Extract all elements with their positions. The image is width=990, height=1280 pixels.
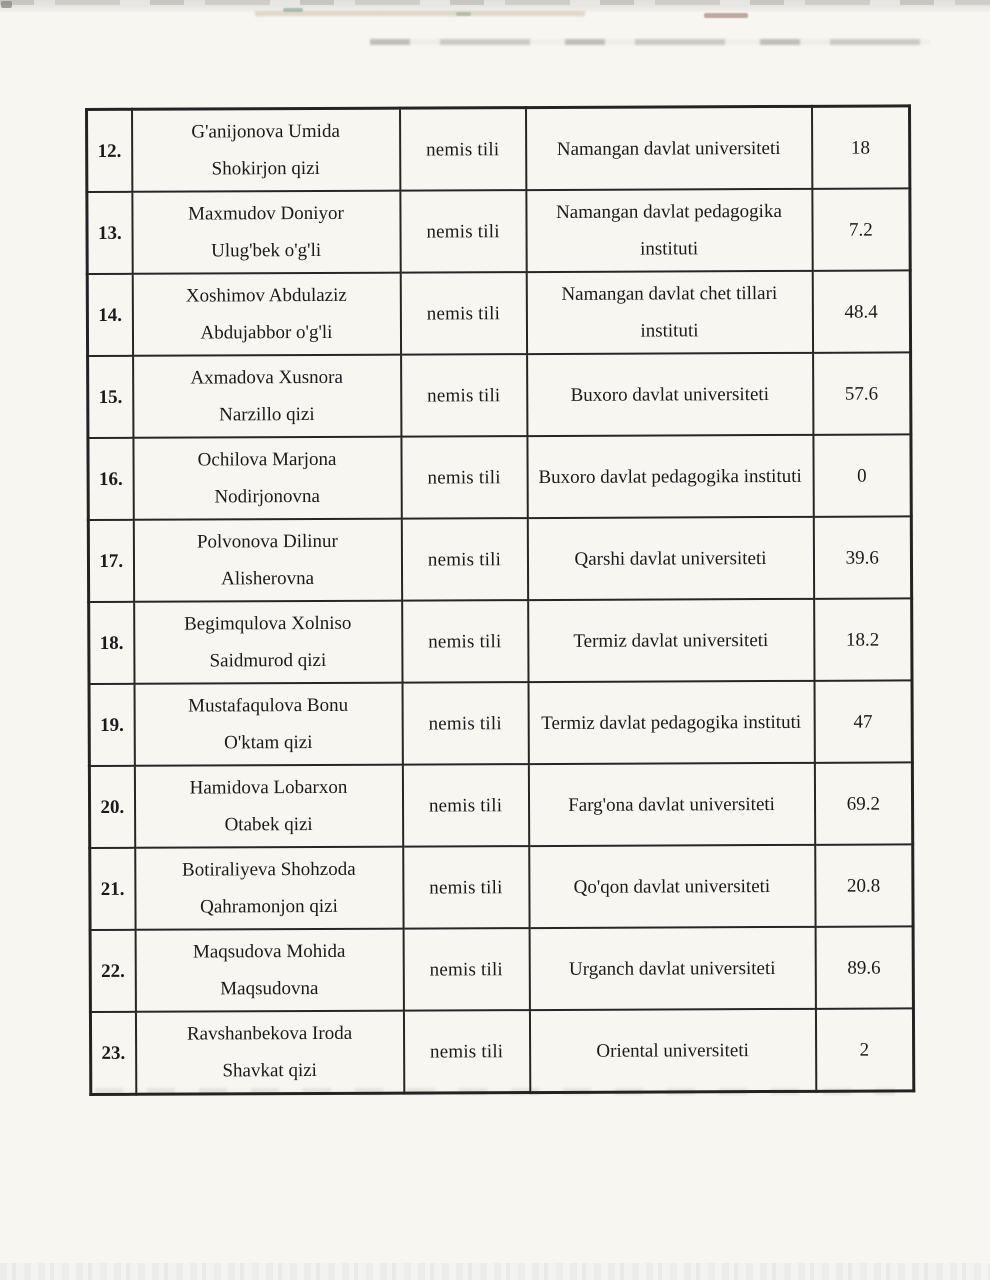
score-cell: 89.6 [815,926,913,1008]
university-cell: Termiz davlat universiteti [528,599,814,682]
university-cell: Urganch davlat universiteti [529,927,815,1010]
student-name-cell: Ochilova Marjona Nodirjonovna [133,437,401,520]
student-name-cell: Ravshanbekova Iroda Shavkat qizi [135,1011,403,1095]
table-row [87,188,910,274]
scan-smudge [255,11,585,16]
row-number-cell: 23. [90,1012,135,1095]
subject-cell: nemis tili [402,682,528,765]
university-cell: Qo'qon davlat universiteti [529,845,815,928]
student-name-cell: Hamidova Lobarxon Otabek qizi [134,765,402,848]
table-row [88,516,911,602]
score-cell: 2 [815,1008,913,1091]
university-cell: Oriental universiteti [529,1009,815,1093]
scan-corner-mark [1,1,12,8]
results-table-body [87,106,914,1095]
table-row [90,926,913,1012]
student-name-cell: Axmadova Xusnora Narzillo qizi [133,355,401,438]
score-cell: 18.2 [814,598,912,680]
row-number-cell: 15. [88,356,133,438]
student-name-cell: Polvonova Dilinur Alisherovna [133,519,401,602]
row-number-cell: 20. [89,766,134,848]
score-cell: 48.4 [812,270,910,352]
university-cell: Namangan davlat universiteti [526,106,812,190]
student-name-cell: Maqsudova Mohida Maqsudovna [135,929,403,1012]
table-row [90,844,913,930]
student-name-cell: Maxmudov Doniyor Ulug'bek o'g'li [132,191,400,274]
score-cell: 18 [811,106,909,189]
subject-cell: nemis tili [400,272,526,355]
subject-cell: nemis tili [403,928,529,1011]
score-cell: 47 [814,680,912,762]
subject-cell: nemis tili [403,846,529,929]
subject-cell: nemis tili [400,190,526,273]
score-cell: 39.6 [813,516,911,598]
results-table-container [85,104,915,1096]
table-row [89,680,912,766]
table-row [88,434,911,520]
row-number-cell: 14. [87,274,132,356]
university-cell: Buxoro davlat pedagogika instituti [527,435,813,518]
table-row [90,1008,913,1094]
university-cell: Namangan davlat pedagogika instituti [526,189,812,272]
university-cell: Namangan davlat chet tillari instituti [526,271,812,354]
row-number-cell: 22. [90,930,135,1012]
row-number-cell: 21. [90,848,135,930]
subject-cell: nemis tili [401,518,527,601]
scanner-top-edge-dashes [0,0,990,5]
scan-smudge [370,39,930,45]
student-name-cell: Begimqulova Xolniso Saidmurod qizi [134,601,402,684]
score-cell: 0 [813,434,911,516]
university-cell: Termiz davlat pedagogika instituti [528,681,814,764]
score-cell: 57.6 [813,352,911,434]
subject-cell: nemis tili [402,600,528,683]
row-number-cell: 16. [88,438,133,520]
subject-cell: nemis tili [402,764,528,847]
row-number-cell: 12. [87,109,132,192]
score-cell: 7.2 [812,188,910,270]
university-cell: Qarshi davlat universiteti [527,517,813,600]
table-row [87,270,910,356]
row-number-cell: 13. [87,192,132,274]
table-row [88,352,911,438]
subject-cell: nemis tili [401,436,527,519]
student-name-cell: G'anijonova Umida Shokirjon qizi [132,108,400,192]
student-name-cell: Mustafaqulova Bonu O'ktam qizi [134,683,402,766]
row-number-cell: 17. [88,520,133,602]
table-row [89,762,912,848]
table-row [89,598,912,684]
score-cell: 20.8 [815,844,913,926]
university-cell: Buxoro davlat universiteti [527,353,813,436]
university-cell: Farg'ona davlat universiteti [528,763,814,846]
table-row [87,106,910,192]
subject-cell: nemis tili [403,1010,529,1093]
row-number-cell: 19. [89,684,134,766]
subject-cell: nemis tili [400,108,526,191]
student-name-cell: Xoshimov Abdulaziz Abdujabbor o'g'li [132,273,400,356]
student-name-cell: Botiraliyeva Shohzoda Qahramonjon qizi [135,847,403,930]
subject-cell: nemis tili [401,354,527,437]
scanner-bottom-edge-band [0,1263,990,1280]
results-table [85,104,915,1096]
row-number-cell: 18. [89,602,134,684]
scan-speck [704,13,748,18]
score-cell: 69.2 [814,762,912,844]
